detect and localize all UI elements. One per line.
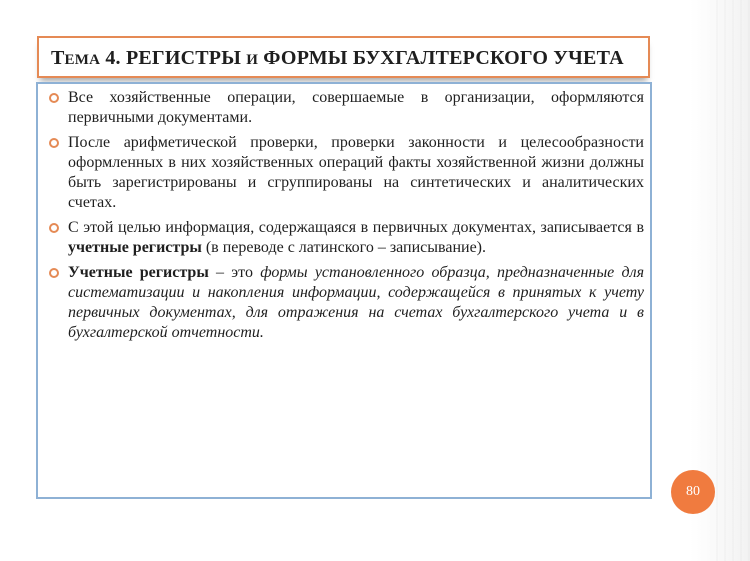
bullet-circle-icon (49, 268, 59, 278)
bullet-text: Все хозяйственные операции, совершаемые в организации, оформляются первичными документами. (68, 89, 644, 126)
bullet-text: После арифметической проверки, проверки законности и целесообразности оформленных в них хозяйственных операций факты хозяйственной жизни должны быть зарегистрированы и сгруппированы на синтетических и аналитических счетах. (68, 134, 644, 211)
bullet-bold-term: учетные регистры (68, 239, 202, 256)
bullet-item (48, 133, 644, 213)
bullet-circle-icon (49, 138, 59, 148)
title-part-small: ЕМА (64, 52, 101, 68)
bullet-item (48, 88, 644, 128)
bullet-item (48, 263, 644, 343)
title-part: 4. РЕГИСТРЫ (100, 47, 247, 69)
bullet-text: – это (208, 264, 261, 281)
bullet-text: (в переводе с латинского – записывание). (201, 239, 487, 256)
title-part: Т (51, 47, 65, 69)
title-part: ФОРМЫ БУХГАЛТЕРСКОГО УЧЕТА (258, 47, 624, 69)
slide-title (51, 47, 644, 70)
title-box (37, 36, 650, 78)
bullet-bold-term: Учетные регистры (68, 264, 209, 281)
page-number-badge: 80 (671, 470, 715, 514)
bullet-list (48, 88, 644, 348)
bullet-item (48, 218, 644, 258)
bullet-text: С этой целью информация, содержащаяся в первичных документах, записывается в (68, 219, 644, 236)
title-part-small: И (246, 52, 259, 68)
content-box (36, 82, 652, 499)
bullet-circle-icon (49, 223, 59, 233)
bullet-circle-icon (49, 93, 59, 103)
bullet-italic-definition: формы установленного образца, предназначенные для систематизации и накопления информации, содержащейся в принятых к учету первичных документах, для отражения на счетах бухгалтерского учета и в бухгалтерской отчетности. (68, 264, 644, 341)
decorative-stripes (710, 0, 750, 561)
